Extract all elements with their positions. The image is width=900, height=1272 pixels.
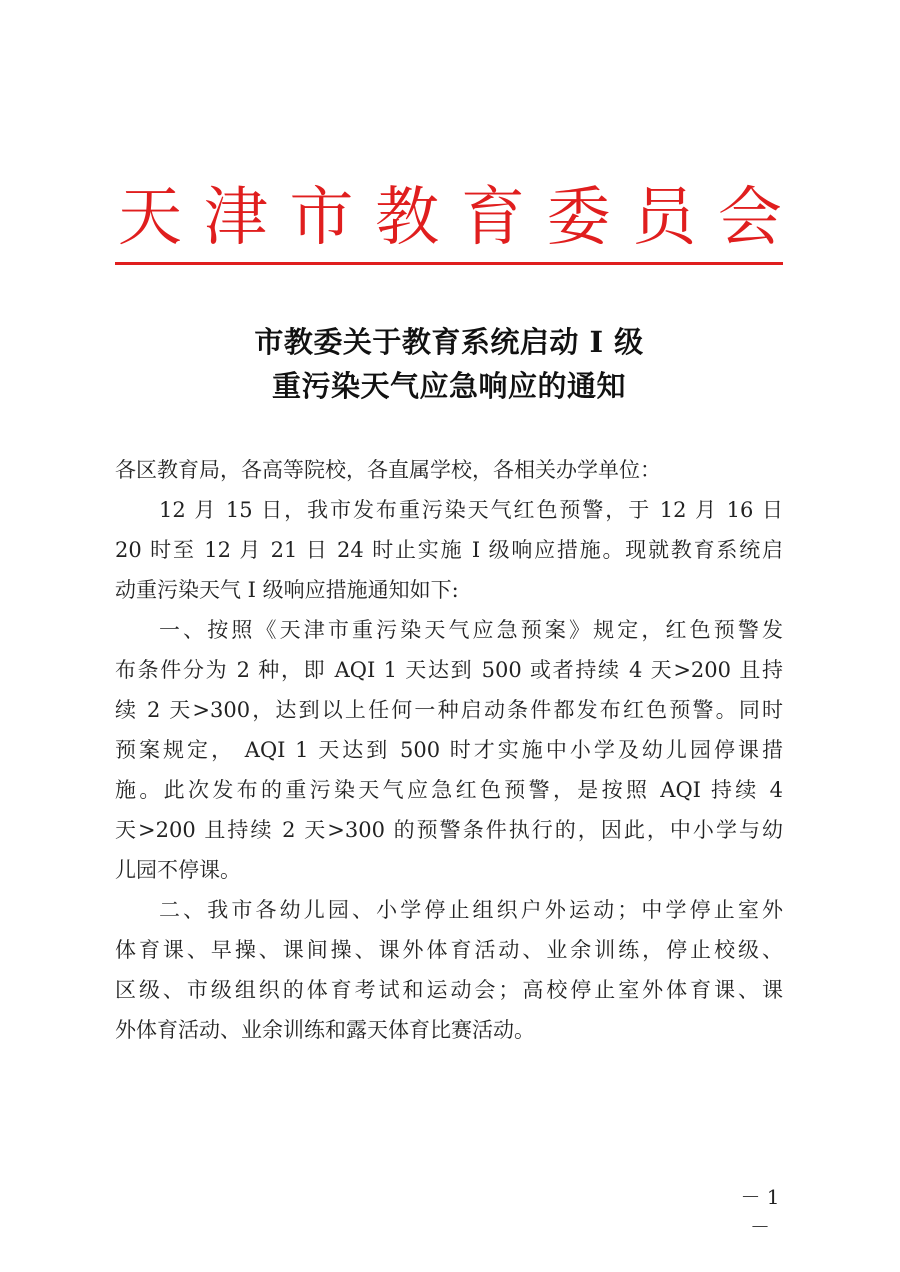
paragraph-line: 区级、市级组织的体育考试和运动会；高校停止室外体育课、课 (115, 978, 783, 1002)
document-title-line-2: 重污染天气应急响应的通知 (271, 369, 626, 403)
masthead-char: 天 (118, 181, 182, 255)
masthead-char: 委 (546, 181, 611, 255)
masthead-char: 津 (203, 181, 268, 255)
paragraph-line: 20 时至 12 月 21 日 24 时止实施 I 级响应措施。现就教育系统启 (115, 538, 783, 562)
paragraph-line: 预案规定， AQI 1 天达到 500 时才实施中小学及幼儿园停课措 (115, 738, 783, 762)
paragraph-line: 续 2 天>300，达到以上任何一种启动条件都发布红色预警。同时 (115, 698, 783, 722)
masthead-char: 市 (289, 181, 354, 255)
paragraph-line: 布条件分为 2 种，即 AQI 1 天达到 500 或者持续 4 天>200 且持 (115, 658, 783, 682)
masthead-char: 教 (375, 181, 440, 255)
paragraph-line: 外体育活动、业余训练和露天体育比赛活动。 (115, 1018, 535, 1042)
paragraph-line: 二、我市各幼儿园、小学停止组织户外运动；中学停止室外 (159, 898, 783, 922)
masthead-char: 育 (460, 181, 525, 255)
masthead-divider (115, 262, 783, 265)
masthead-char: 员 (632, 181, 697, 255)
page-number: － 1 － (740, 1185, 780, 1239)
paragraph-line: 儿园不停课。 (115, 858, 241, 882)
paragraph-line: 动重污染天气 I 级响应措施通知如下: (115, 578, 459, 602)
paragraph-line: 12 月 15 日，我市发布重污染天气红色预警，于 12 月 16 日 (159, 498, 783, 522)
paragraph-line: 一、按照《天津市重污染天气应急预案》规定，红色预警发 (159, 618, 783, 642)
salutation: 各区教育局，各高等院校，各直属学校，各相关办学单位： (115, 458, 661, 482)
document-title-line-1: 市教委关于教育系统启动 I 级 (254, 325, 644, 359)
masthead-title (118, 178, 782, 258)
paragraph-line: 天>200 且持续 2 天>300 的预警条件执行的，因此，中小学与幼 (115, 818, 783, 842)
paragraph-line: 体育课、早操、课间操、课外体育活动、业余训练，停止校级、 (115, 938, 783, 962)
document-body (115, 450, 783, 1050)
masthead-char: 会 (717, 181, 782, 255)
paragraph-line: 施。此次发布的重污染天气应急红色预警，是按照 AQI 持续 4 (115, 778, 783, 802)
